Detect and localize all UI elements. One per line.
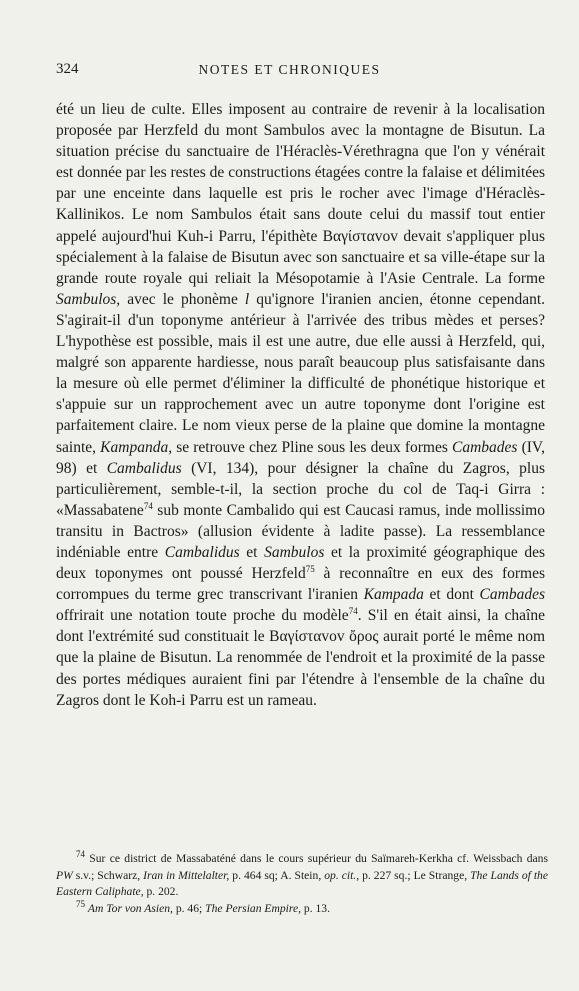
footnote-ref-75: 75 [305, 563, 315, 574]
page-number: 324 [56, 61, 79, 77]
footnotes [56, 851, 548, 917]
footnote-75: $^{75}$ Am Tor von Asien, p. 46; The Persian Empire, p. 13. [76, 898, 330, 915]
footnote-74: $^{74}$ Sur ce district de Massabaténé dans le cours supérieur du Saïmareh-Kerkha cf. Weissbach dans PW s.v.; Schwarz, Iran in Mittelalter, p. 464 sq; A. Stein, op. cit., p. 227 sq.; Le Strange, The Lands of the Eastern Caliphate, p. 202. [56, 849, 549, 899]
footnote-ref-74: 74 [143, 500, 153, 511]
body-paragraph: été un lieu de culte. Elles imposent au contraire de revenir à la localisation proposée par Herzfeld du mont Sambulos avec la montagne de Bisutun. La situation précise du sanctuaire de l'Héraclès-Vérethragna que l'on y vénérait est donnée par les restes de constructions étagées contre la falaise et délimitées par une enceinte dans laquelle est pris le rocher avec l'image d'Héraclès-Kallinikos. Le nom Sambulos était sans doute celui du massif tout entier appelé aujourd'hui Kuh-i Parru, l'épithète Βαγίσταvov devait s'appliquer plus spécialement à la falaise de Bisutun avec son sanctuaire et sa ville-étape sur la grande route royale qui reliait la Mésopotamie à l'Asie Centrale. La forme Sambulos, avec le phonème l qu'ignore l'iranien ancien, étonne cependant. S'agirait-il d'un toponyme antérieur à l'arrivée des tribus mèdes et perses? L'hypothèse est possible, mais il est une autre, due elle aussi à Herzfeld, qui, malgré son apparente hardiesse, nous paraît beaucoup plus satisfaisante dans la mesure où elle permet d'éliminer la difficulté de phonétique historique et s'appuie sur un rapprochement avec un autre toponyme dont l'origine est parfaitement claire. Le nom vieux perse de la plaine que domine la montagne sainte, Kampanda, se retrouve chez Pline sous les deux formes Cambades (IV, 98) et Cambalidus (VI, 134), pour désigner la chaîne du Zagros, plus particulièrement, semble-t-il, la section proche du col de Taq-i Girra : «Massabatene$^{74}$ sub monte Cambalido qui est Caucasi ramus, inde mollissimo transitu in Bactros» (allusion évidente à ladite passe). La ressemblance indéniable entre Cambalidus et Sambulos et la proximité géographique des deux toponymes ont poussé Herzfeld$^{75}$ à reconnaître en eux des formes corrompues du terme grec transcrivant l'iranien Kampada et dont Cambades offrirait une notation toute proche du modèle$^{74}$. S'il en était ainsi, la chaîne dont l'extrémité sud constituait le Βαγίσταvov ὄρος aurait porté le même nom que la plaine de Bisutun. La renommée de l'endroit et la proximité de la passe des portes médiques auraient fini par l'étendre à l'ensemble de la chaîne du Zagros dont le Koh-i Parru est un rameau. [56, 101, 546, 709]
running-head: NOTES ET CHRONIQUES [198, 62, 381, 77]
main-text [56, 99, 545, 711]
footnote-ref-74: 74 [348, 606, 358, 617]
